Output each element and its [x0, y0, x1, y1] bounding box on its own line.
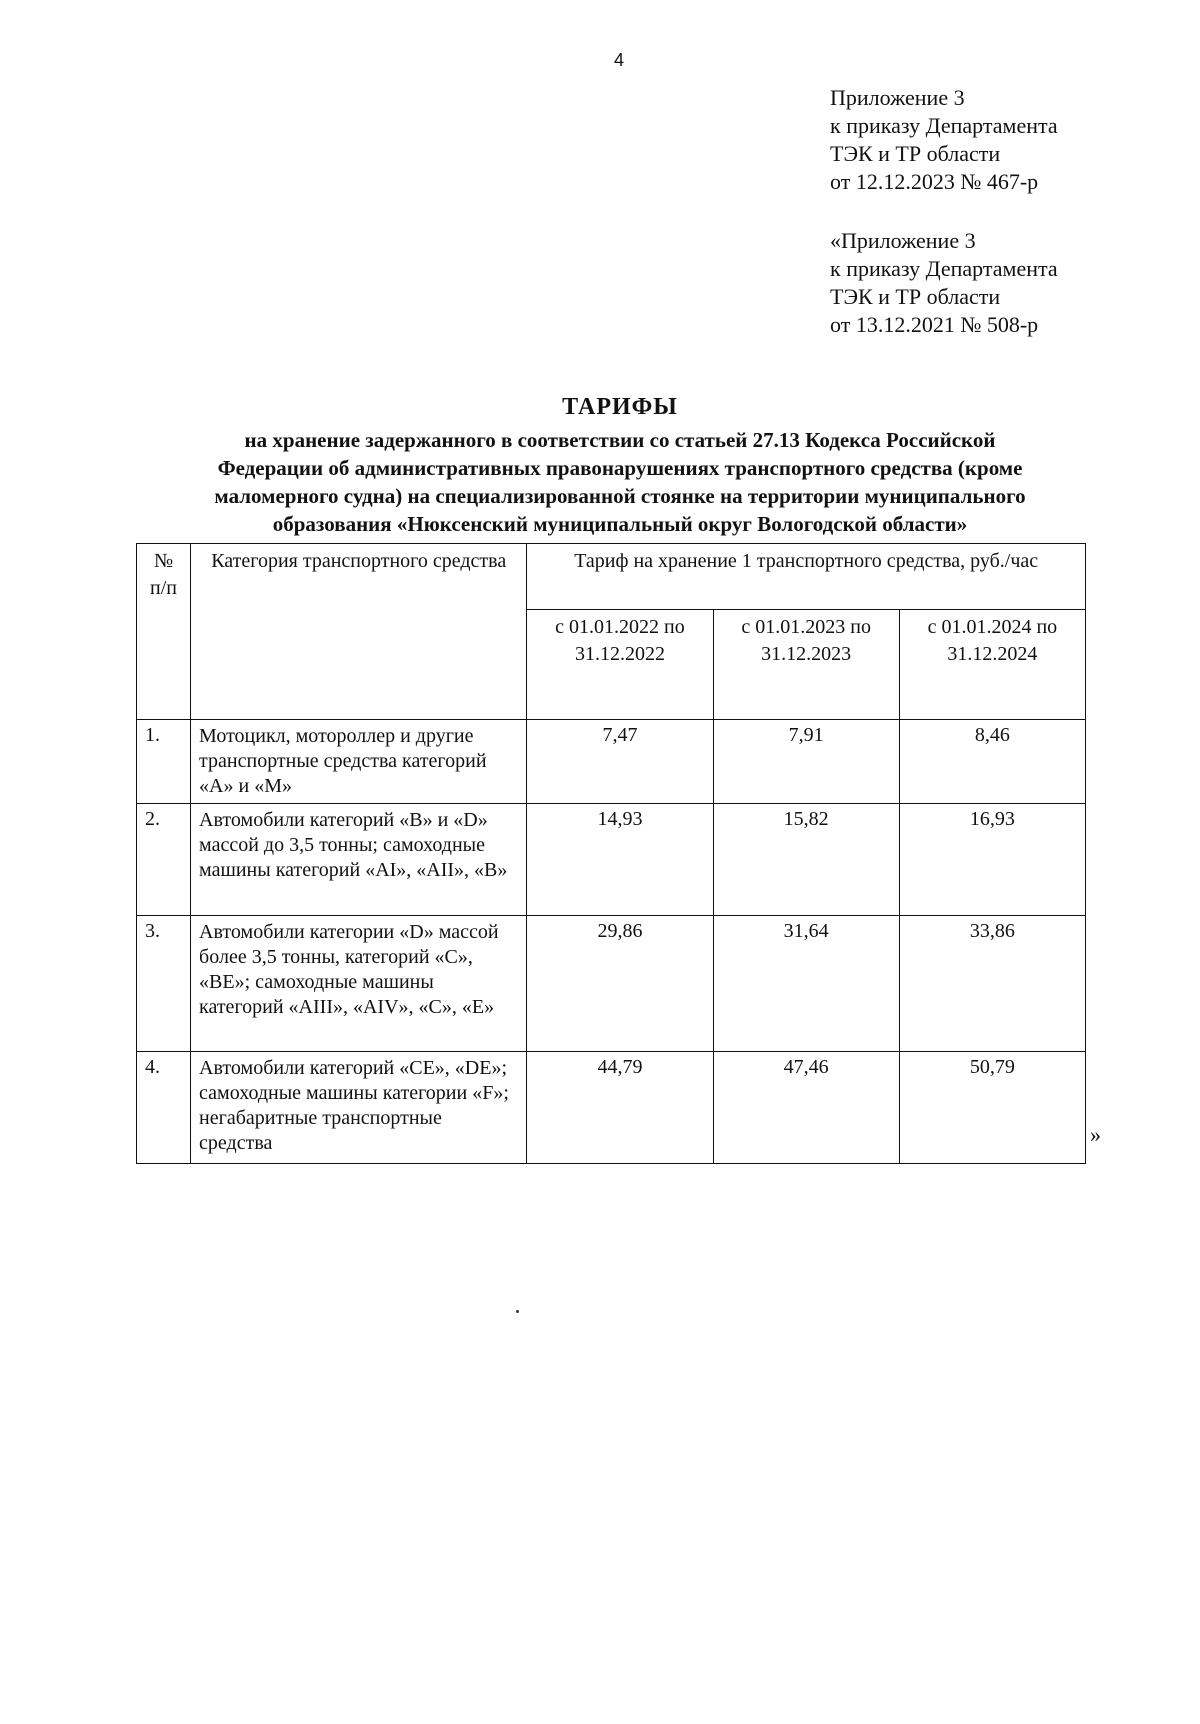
row-category: Автомобили категории «D» массой более 3,5 тонны, категорий «С», «ВЕ»; самоходные машины категорий «AIII», «AIV», «С», «Е»: [191, 916, 527, 1052]
appendix-line: ТЭК и ТР области: [830, 284, 1001, 309]
appendix-line: Приложение 3: [830, 85, 965, 110]
header-period-2022: с 01.01.2022 по 31.12.2022: [527, 610, 713, 720]
appendix-line: «Приложение 3: [830, 228, 976, 253]
document-subtitle: [140, 426, 1100, 538]
subtitle-line: Федерации об административных правонарушениях транспортного средства (кроме: [217, 456, 1023, 480]
appendix-line: к приказу Департамента: [830, 113, 1058, 138]
header-period-2023: с 01.01.2023 по 31.12.2023: [713, 610, 899, 720]
row-number: 1.: [137, 720, 191, 804]
table-row: [137, 916, 1086, 1052]
header-category: Категория транспортного средства: [191, 544, 527, 720]
subtitle-line: образования «Нюксенский муниципальный округ Вологодской области»: [272, 512, 968, 536]
row-value-2023: 47,46: [713, 1052, 899, 1164]
appendix-line: к приказу Департамента: [830, 256, 1058, 281]
subtitle-line: маломерного судна) на специализированной стоянке на территории муниципального: [214, 484, 1026, 508]
row-value-2023: 7,91: [713, 720, 899, 804]
table-row: [137, 720, 1086, 804]
row-number: 4.: [137, 1052, 191, 1164]
row-number: 3.: [137, 916, 191, 1052]
subtitle-line: на хранение задержанного в соответствии со статьей 27.13 Кодекса Российской: [244, 428, 996, 452]
row-category: Мотоцикл, мотороллер и другие транспортные средства категорий «А» и «М»: [191, 720, 527, 804]
row-value-2022: 7,47: [527, 720, 713, 804]
row-category: Автомобили категорий «В» и «D» массой до 3,5 тонны; самоходные машины категорий «AI», «AII», «В»: [191, 804, 527, 916]
table-header-row: [137, 544, 1086, 610]
header-tariff: Тариф на хранение 1 транспортного средства, руб./час: [527, 544, 1086, 610]
document-title: ТАРИФЫ: [562, 394, 678, 420]
row-value-2024: 33,86: [899, 916, 1085, 1052]
row-value-2023: 15,82: [713, 804, 899, 916]
row-value-2024: 8,46: [899, 720, 1085, 804]
row-value-2024: 50,79: [899, 1052, 1085, 1164]
header-period-2024: с 01.01.2024 по 31.12.2024: [899, 610, 1085, 720]
appendix-header-current: [830, 84, 1058, 196]
tariff-table: [136, 543, 1086, 1164]
appendix-line: ТЭК и ТР области: [830, 141, 1001, 166]
scan-speck: [516, 1310, 519, 1313]
appendix-header-previous: [830, 227, 1058, 339]
appendix-line: от 13.12.2021 № 508-р: [830, 312, 1039, 337]
row-category: Автомобили категорий «СЕ», «DЕ»; самоходные машины категории «F»; негабаритные транспортные средства: [191, 1052, 527, 1164]
row-value-2022: 44,79: [527, 1052, 713, 1164]
table-row: [137, 1052, 1086, 1164]
row-value-2022: 14,93: [527, 804, 713, 916]
header-number: № п/п: [137, 544, 191, 720]
closing-quote: »: [1090, 1122, 1101, 1147]
row-number: 2.: [137, 804, 191, 916]
page-number: 4: [614, 50, 625, 70]
row-value-2023: 31,64: [713, 916, 899, 1052]
table-row: [137, 804, 1086, 916]
appendix-line: от 12.12.2023 № 467-р: [830, 169, 1039, 194]
row-value-2022: 29,86: [527, 916, 713, 1052]
row-value-2024: 16,93: [899, 804, 1085, 916]
